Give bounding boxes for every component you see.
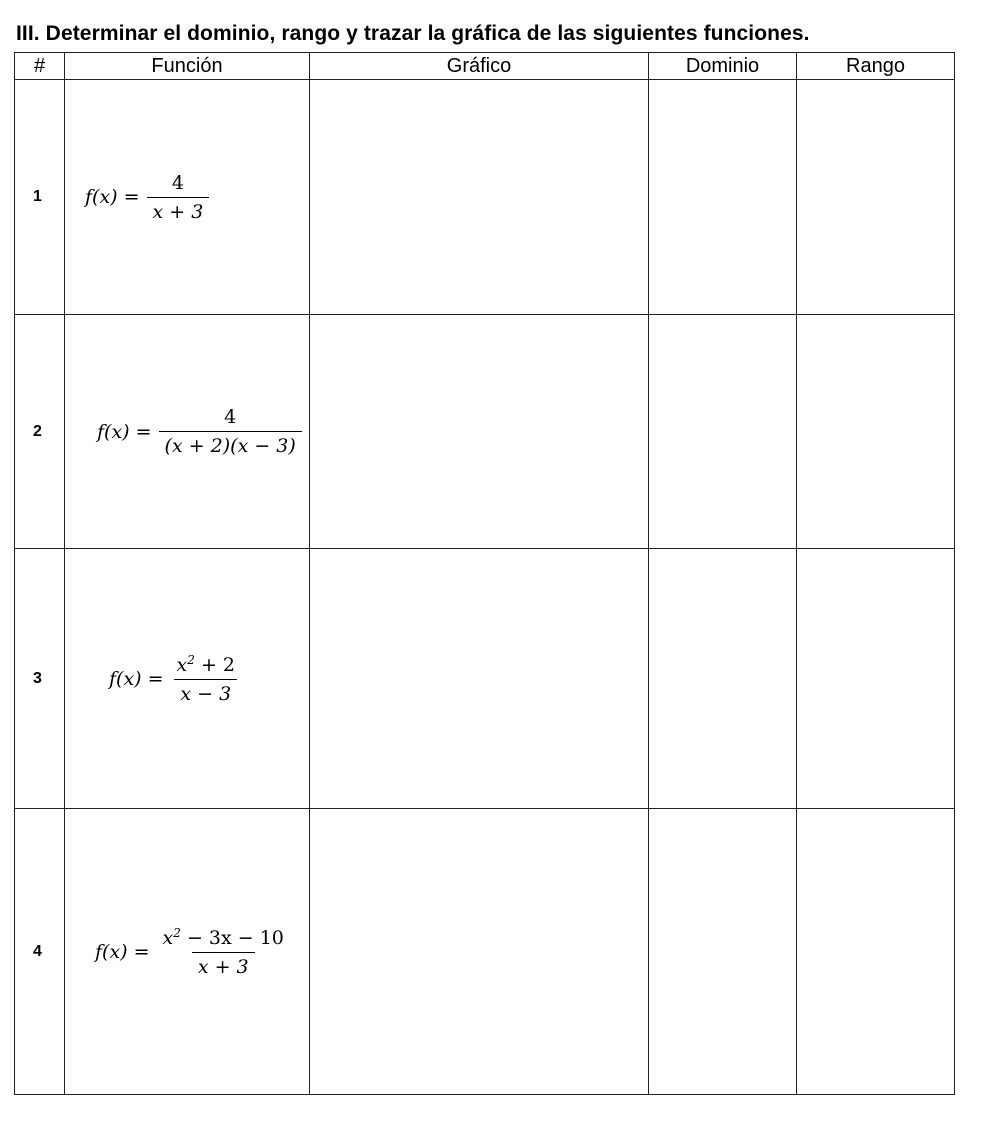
function-cell [65, 315, 310, 549]
numerator [157, 926, 290, 952]
table-row [15, 80, 955, 315]
table-row [15, 809, 955, 1095]
function-formula [109, 653, 241, 705]
table-row [15, 315, 955, 549]
header-function: Función [65, 53, 310, 80]
function-formula [97, 406, 302, 457]
header-domain: Dominio [649, 53, 797, 80]
numerator: 4 [171, 171, 184, 194]
numerator-base: x [176, 653, 188, 676]
numerator-rest: − 3x − 10 [180, 926, 284, 949]
numerator-exponent: 2 [187, 652, 195, 667]
function-lhs: f(x) = [95, 940, 150, 963]
range-cell[interactable] [797, 549, 955, 809]
function-cell [65, 549, 310, 809]
header-range: Rango [797, 53, 955, 80]
header-number: # [15, 53, 65, 80]
fraction [147, 172, 210, 223]
denominator: x + 3 [192, 952, 255, 978]
functions-table [14, 52, 955, 1095]
function-cell [65, 80, 310, 315]
domain-cell[interactable] [649, 549, 797, 809]
fraction [159, 406, 302, 457]
denominator: x + 3 [147, 197, 210, 223]
function-formula [95, 926, 290, 978]
domain-cell[interactable] [649, 80, 797, 315]
row-number: 1 [15, 80, 65, 315]
header-graph: Gráfico [310, 53, 649, 80]
function-cell [65, 809, 310, 1095]
numerator-base: x [162, 926, 174, 949]
denominator: x − 3 [174, 679, 237, 705]
fraction [171, 653, 241, 705]
row-number: 4 [15, 809, 65, 1095]
graph-cell[interactable] [310, 80, 649, 315]
row-number: 3 [15, 549, 65, 809]
function-lhs: f(x) = [97, 420, 152, 443]
range-cell[interactable] [797, 80, 955, 315]
graph-cell[interactable] [310, 549, 649, 809]
range-cell[interactable] [797, 809, 955, 1095]
graph-cell[interactable] [310, 809, 649, 1095]
numerator-rest: + 2 [194, 653, 235, 676]
domain-cell[interactable] [649, 809, 797, 1095]
range-cell[interactable] [797, 315, 955, 549]
numerator-exponent: 2 [173, 925, 181, 940]
function-lhs: f(x) = [109, 667, 164, 690]
fraction [157, 926, 290, 978]
row-number: 2 [15, 315, 65, 549]
numerator [171, 653, 241, 679]
domain-cell[interactable] [649, 315, 797, 549]
table-header-row [15, 53, 955, 80]
graph-cell[interactable] [310, 315, 649, 549]
function-lhs: f(x) = [85, 186, 140, 208]
table-row [15, 549, 955, 809]
numerator: 4 [224, 406, 237, 428]
denominator: (x + 2)(x − 3) [159, 431, 302, 457]
worksheet-title: III. Determinar el dominio, rango y trazar la gráfica de las siguientes funciones. [16, 22, 810, 45]
function-formula [85, 172, 209, 223]
